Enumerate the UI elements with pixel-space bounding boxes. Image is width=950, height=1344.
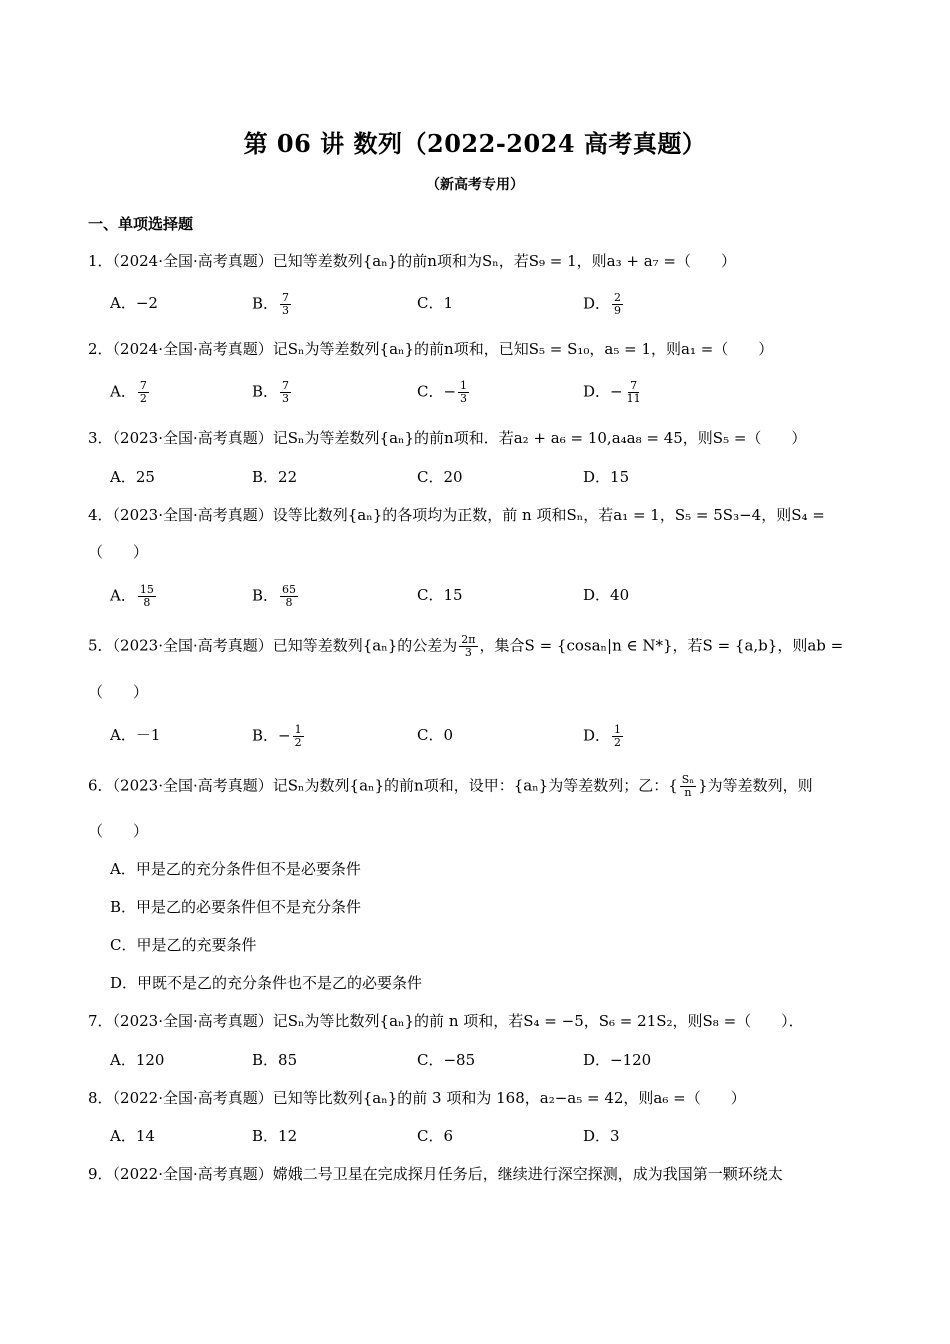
question-8 — [88, 1087, 868, 1108]
question-4-continuation: （ ） — [88, 543, 149, 561]
question-source: （2023·全国·高考真题） — [112, 429, 273, 447]
question-number: 7． — [88, 1012, 113, 1030]
question-text: 嫦娥二号卫星在完成探月任务后，继续进行深空探测，成为我国第一颗环绕太 — [272, 1165, 783, 1183]
option-b: B．12 — [252, 1127, 298, 1145]
question-source: （2023·全国·高考真题） — [112, 1012, 273, 1030]
option-d: D．−120 — [583, 1051, 652, 1069]
option-a: A．甲是乙的充分条件但不是必要条件 — [110, 860, 361, 878]
option-d: D． $\frac{1}{2}$ — [583, 723, 622, 749]
question-text: 已知等差数列{aₙ}的公差为 — [272, 636, 458, 655]
question-text: 记Sₙ为等比数列{aₙ}的前 n 项和，若S₄ = −5，S₆ = 21S₂，则S₈ =（ ）． — [272, 1012, 804, 1030]
question-source: （2022·全国·高考真题） — [112, 1165, 273, 1183]
question-5-options — [110, 724, 830, 754]
fraction: $\frac{2\pi}{3}$ — [461, 633, 476, 659]
page-subtitle: （新高考专用） — [426, 177, 524, 193]
option-a: A． $\frac{15}{8}$ — [110, 583, 154, 609]
option-d: D．甲既不是乙的充分条件也不是乙的必要条件 — [110, 974, 423, 992]
question-source: （2023·全国·高考真题） — [112, 636, 273, 655]
question-text: 设等比数列{aₙ}的各项均为正数，前 n 项和Sₙ，若a₁ = 1，S₅ = 5S₃−4，则S₄ = — [272, 506, 825, 524]
option-b: B． $\frac{7}{3}$ — [252, 379, 290, 405]
question-2-options — [110, 380, 830, 410]
option-d: D．40 — [583, 586, 630, 604]
option-d: D．− $\frac{7}{11}$ — [583, 379, 641, 405]
option-c: C．0 — [417, 726, 454, 744]
option-c: C．1 — [417, 294, 454, 312]
question-4 — [88, 504, 868, 525]
question-1 — [88, 250, 868, 271]
question-number: 8． — [88, 1089, 113, 1107]
question-text: }为等差数列，则 — [698, 776, 813, 795]
question-text: 已知等差数列{aₙ}的前n项和为Sₙ，若S₉ = 1，则a₃ + a₇ =（ ） — [272, 252, 737, 270]
question-number: 5． — [88, 636, 113, 655]
option-c: C．− $\frac{1}{3}$ — [417, 379, 468, 405]
option-b: B． $\frac{7}{3}$ — [252, 291, 290, 317]
option-d: D．15 — [583, 468, 630, 486]
option-c: C．15 — [417, 586, 463, 604]
question-text: 记Sₙ为数列{aₙ}的前n项和，设甲：{aₙ}为等差数列；乙：{ — [272, 776, 678, 795]
question-number: 4． — [88, 506, 113, 524]
question-text: 已知等比数列{aₙ}的前 3 项和为 168，a₂−a₅ = 42，则a₆ =（ ） — [272, 1089, 746, 1107]
question-2 — [88, 338, 868, 359]
question-6-continuation: （ ） — [88, 822, 149, 840]
option-a: A．14 — [110, 1127, 155, 1145]
question-number: 3． — [88, 429, 113, 447]
question-source: （2023·全国·高考真题） — [112, 776, 273, 795]
option-d: D． $\frac{2}{9}$ — [583, 291, 622, 317]
question-source: （2023·全国·高考真题） — [112, 506, 273, 524]
option-b: B．甲是乙的必要条件但不是充分条件 — [110, 898, 362, 916]
question-source: （2024·全国·高考真题） — [112, 252, 273, 270]
fraction: $\frac{\text{Sₙ}}{n}$ — [681, 773, 695, 799]
question-1-options — [110, 292, 830, 322]
question-source: （2022·全国·高考真题） — [112, 1089, 273, 1107]
question-source: （2024·全国·高考真题） — [112, 340, 273, 358]
question-7 — [88, 1010, 868, 1031]
question-number: 2． — [88, 340, 113, 358]
question-4-options — [110, 584, 830, 614]
question-7-options — [110, 1049, 830, 1079]
option-b: B．− $\frac{1}{2}$ — [252, 723, 302, 749]
section-heading: 一、单项选择题 — [88, 215, 194, 233]
question-5-continuation: （ ） — [88, 683, 149, 701]
option-a: A．120 — [110, 1051, 165, 1069]
question-number: 6． — [88, 776, 113, 795]
question-number: 1． — [88, 252, 113, 270]
option-c: C．甲是乙的充要条件 — [110, 936, 257, 954]
question-3 — [88, 427, 868, 448]
question-text: 记Sₙ为等差数列{aₙ}的前n项和，已知S₅ = S₁₀，a₅ = 1，则a₁ =（ ） — [272, 340, 774, 358]
option-b: B． $\frac{65}{8}$ — [252, 583, 297, 609]
question-5 — [88, 634, 868, 659]
option-c: C．20 — [417, 468, 463, 486]
option-a: A．−2 — [110, 294, 158, 312]
option-d: D．3 — [583, 1127, 620, 1145]
option-c: C．6 — [417, 1127, 454, 1145]
option-a: A． $\frac{7}{2}$ — [110, 379, 147, 405]
question-text: 记Sₙ为等差数列{aₙ}的前n项和．若a₂ + a₆ = 10,a₄a₈ = 45，则S₅ =（ ） — [272, 429, 807, 447]
option-b: B．22 — [252, 468, 298, 486]
option-b: B．85 — [252, 1051, 298, 1069]
question-text: ，集合S = {cosaₙ|n ∈ N*}，若S = {a,b}，则ab = — [479, 636, 844, 655]
option-a: A．－1 — [110, 726, 161, 744]
question-number: 9． — [88, 1165, 113, 1183]
option-c: C．−85 — [417, 1051, 476, 1069]
question-3-options — [110, 466, 830, 496]
page-title: 第 06 讲 数列（2022-2024 高考真题） — [243, 129, 707, 158]
question-9 — [88, 1163, 868, 1184]
question-8-options — [110, 1125, 830, 1155]
option-a: A．25 — [110, 468, 155, 486]
question-6 — [88, 774, 868, 799]
